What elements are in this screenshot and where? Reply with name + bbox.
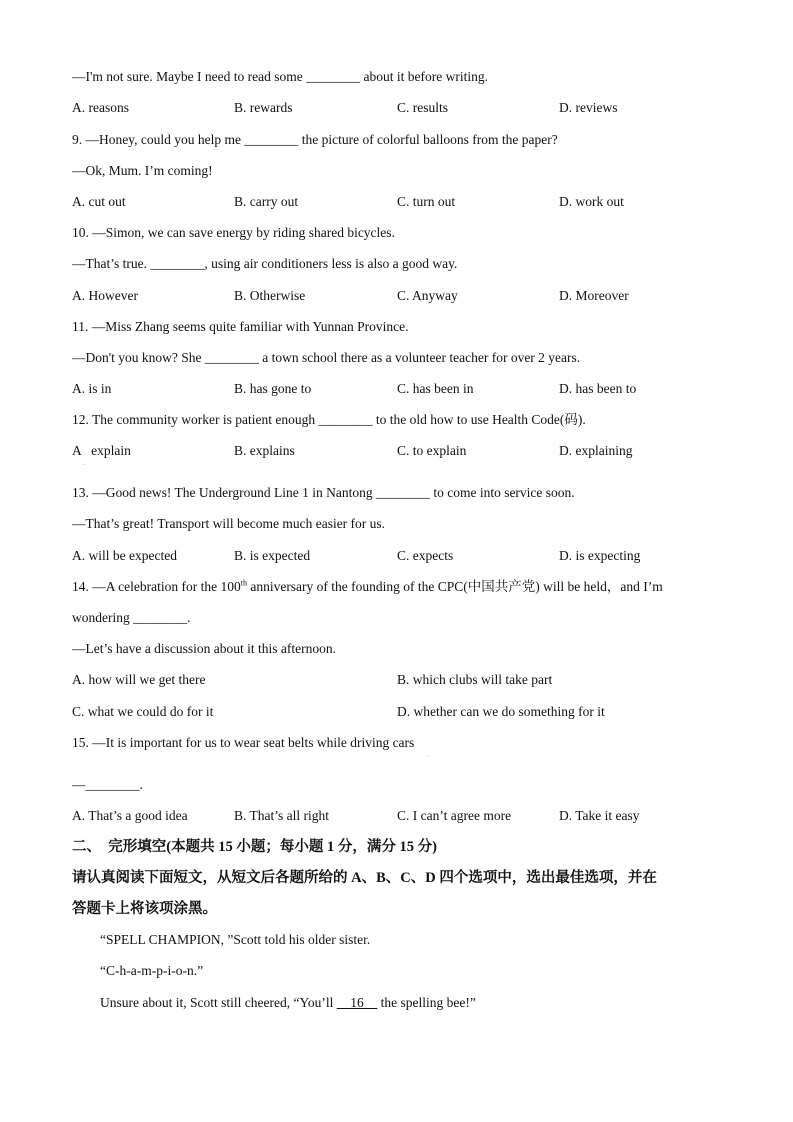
q8-option-a: A. reasons xyxy=(72,100,129,115)
question-14-stem xyxy=(72,578,663,596)
q14-superscript: th xyxy=(240,578,247,588)
q14-option-a: A. how will we get there xyxy=(72,672,206,687)
question-9-stem: 9. —Honey, could you help me ________ the picture of colorful balloons from the paper? xyxy=(72,132,558,147)
q10-option-d: D. Moreover xyxy=(559,288,629,303)
passage-paragraph-2: “C-h-a-m-p-i-o-n.” xyxy=(100,963,204,978)
q8-option-c: C. results xyxy=(397,100,449,115)
question-10-stem: 10. —Simon, we can save energy by riding shared bicycles. xyxy=(72,225,395,240)
q13-option-d: D. is expecting xyxy=(559,548,641,563)
q12-option-a: A explain xyxy=(72,443,131,458)
section-instruction-line2: 答题卡上将该项涂黑。 xyxy=(72,901,217,917)
question-10-reply: —That’s true. ________, using air conditioners less is also a good way. xyxy=(72,256,458,271)
q10-option-c: C. Anyway xyxy=(397,288,458,303)
q14-option-d: D. whether can we do something for it xyxy=(397,704,605,719)
q9-option-b: B. carry out xyxy=(234,194,299,209)
q9-option-a: A. cut out xyxy=(72,194,126,209)
q8-option-b: B. rewards xyxy=(234,100,293,115)
passage-paragraph-1: “SPELL CHAMPION, ”Scott told his older sister. xyxy=(100,932,371,947)
p3-text-start: Unsure about it, Scott still cheered, “You’ll xyxy=(100,995,337,1010)
q14-option-b: B. which clubs will take part xyxy=(397,672,553,687)
q15-option-c: C. I can’t agree more xyxy=(397,808,512,823)
scan-dot-mark-2: . xyxy=(428,752,430,758)
q13-option-a: A. will be expected xyxy=(72,548,177,563)
q11-option-b: B. has gone to xyxy=(234,381,312,396)
q12-option-b: B. explains xyxy=(234,443,295,458)
q13-option-b: B. is expected xyxy=(234,548,311,563)
q15-option-b: B. That’s all right xyxy=(234,808,329,823)
q14-stem-end: anniversary of the founding of the CPC(中国共产党) will be held，and I’m xyxy=(246,579,663,594)
question-12-stem: 12. The community worker is patient enough ________ to the old how to use Health Code(码). xyxy=(72,412,586,427)
q8-option-d: D. reviews xyxy=(559,100,618,115)
q9-option-d: D. work out xyxy=(559,194,624,209)
question-15-stem: 15. —It is important for us to wear seat belts while driving cars xyxy=(72,735,415,750)
scan-dot-mark: . xyxy=(84,461,86,467)
blank-16: 16 xyxy=(336,995,378,1010)
question-15-reply: —________. xyxy=(72,777,143,792)
q11-option-d: D. has been to xyxy=(559,381,637,396)
q15-option-a: A. That’s a good idea xyxy=(72,808,188,823)
q13-option-c: C. expects xyxy=(397,548,454,563)
question-13-stem: 13. —Good news! The Underground Line 1 in Nantong ________ to come into service soon. xyxy=(72,485,575,500)
question-14-stem-line2: wondering ________. xyxy=(72,610,191,625)
question-13-reply: —That’s great! Transport will become much easier for us. xyxy=(72,516,386,531)
q12-option-c: C. to explain xyxy=(397,443,467,458)
q10-option-b: B. Otherwise xyxy=(234,288,306,303)
q10-option-a: A. However xyxy=(72,288,138,303)
question-9-reply: —Ok, Mum. I’m coming! xyxy=(72,163,213,178)
q15-option-d: D. Take it easy xyxy=(559,808,640,823)
q9-option-c: C. turn out xyxy=(397,194,456,209)
question-11-stem: 11. —Miss Zhang seems quite familiar with Yunnan Province. xyxy=(72,319,409,334)
q14-option-c: C. what we could do for it xyxy=(72,704,214,719)
section-heading: 二、 完形填空(本题共 15 小题；每小题 1 分，满分 15 分) xyxy=(72,839,437,855)
question-14-reply: —Let’s have a discussion about it this afternoon. xyxy=(72,641,336,656)
passage-paragraph-3 xyxy=(100,994,476,1012)
question-11-reply: —Don't you know? She ________ a town school there as a volunteer teacher for over 2 years. xyxy=(72,350,581,365)
q11-option-c: C. has been in xyxy=(397,381,474,396)
q12-option-d: D. explaining xyxy=(559,443,633,458)
section-instruction-line1: 请认真阅读下面短文，从短文后各题所给的 A、B、C、D 四个选项中，选出最佳选项，并在 xyxy=(72,870,657,886)
question-8-reply: —I'm not sure. Maybe I need to read some ________ about it before writing. xyxy=(72,69,488,84)
p3-text-end: the spelling bee!” xyxy=(377,995,476,1010)
q14-stem-start: 14. —A celebration for the 100 xyxy=(72,579,241,594)
q11-option-a: A. is in xyxy=(72,381,112,396)
